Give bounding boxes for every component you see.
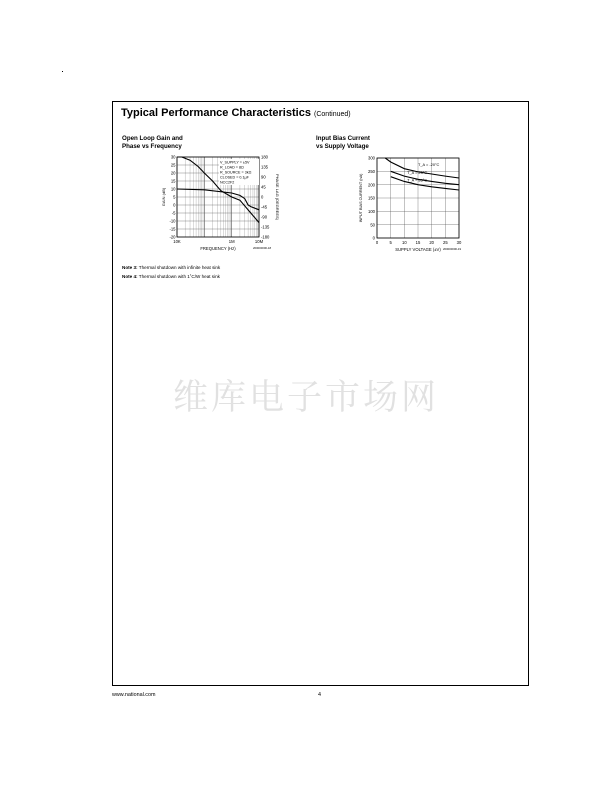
section-title <box>121 107 351 119</box>
note-3-text: Thermal shutdown with infinite heat sink <box>138 265 221 270</box>
y2-axis-label: PHASE LAG (DEGREES) <box>275 173 280 221</box>
figure-id: 200000000-19 <box>442 247 461 251</box>
y-axis-label: GAIN (dB) <box>161 187 166 207</box>
x-axis-label: FREQUENCY (Hz) <box>200 246 236 251</box>
y-tick-label: 100 <box>368 208 375 214</box>
y-tick-label: 15 <box>170 178 176 184</box>
y-tick-label: -10 <box>169 218 176 224</box>
y2-tick-label: -45 <box>261 204 268 210</box>
bias-current-chart-title-line2: vs Supply Voltage <box>316 142 369 150</box>
x-tick-label: 0 <box>375 240 379 245</box>
y-tick-label: 200 <box>368 182 375 188</box>
bias-current-chart <box>355 150 470 265</box>
y2-tick-label: -135 <box>261 224 270 230</box>
phase-curve <box>177 189 259 210</box>
gain-phase-chart <box>161 150 285 265</box>
y-tick-label: 300 <box>368 155 375 161</box>
x-tick-label: 5 <box>389 240 392 245</box>
section-title-text: Typical Performance Characteristics <box>121 107 311 119</box>
x-tick-label: 10K <box>173 239 181 244</box>
bias-current-curve <box>385 158 459 178</box>
series-label: T_A = 85°C <box>407 177 428 183</box>
note-4-text: Thermal shutdown with 1˚C/W heat sink <box>138 274 220 279</box>
x-tick-label: 20 <box>429 240 435 245</box>
x-tick-label: 15 <box>415 240 421 245</box>
condition-annotation: R_SOURCE = 3kΩ <box>220 170 252 175</box>
gain-phase-chart-title-line1: Open Loop Gain and <box>122 135 183 142</box>
y-tick-label: 250 <box>368 168 375 174</box>
condition-annotation: NCC2F2 <box>220 180 235 185</box>
stray-dot <box>62 71 63 72</box>
y-tick-label: -20 <box>169 234 176 240</box>
x-axis-label: SUPPLY VOLTAGE (±V) <box>395 247 441 252</box>
y-tick-label: 25 <box>170 162 176 168</box>
bias-current-chart-title <box>316 135 370 150</box>
gain-phase-chart-title <box>122 135 183 150</box>
x-tick-label: 25 <box>442 240 448 245</box>
y-tick-label: 5 <box>173 194 176 200</box>
y-tick-label: 20 <box>170 170 176 176</box>
y2-tick-label: 0 <box>261 194 264 200</box>
y2-tick-label: -90 <box>261 214 268 220</box>
y-tick-label: -15 <box>169 226 176 232</box>
condition-annotation: R_LOAD = 8Ω <box>220 165 244 170</box>
bias-current-chart-title-line1: Input Bias Current <box>316 135 370 142</box>
note-3 <box>122 265 220 270</box>
y-tick-label: 0 <box>173 202 176 208</box>
watermark: 维库电子市场网 <box>173 378 440 418</box>
footer-website: www.national.com <box>112 692 156 698</box>
page-number: 4 <box>318 692 321 698</box>
x-tick-label: 1M <box>228 239 235 244</box>
note-4 <box>122 274 220 279</box>
continued-label: (Continued) <box>314 111 351 118</box>
note-3-label: Note 3: <box>122 265 138 270</box>
y-tick-label: 150 <box>368 195 375 201</box>
y2-tick-label: 90 <box>261 174 266 180</box>
y-axis-label: INPUT BIAS CURRENT (nA) <box>359 173 363 223</box>
note-4-label: Note 4: <box>122 274 138 279</box>
x-tick-label: 30 <box>456 240 462 245</box>
condition-annotation: V_SUPPLY = ±5V <box>220 160 250 165</box>
y-tick-label: 30 <box>170 154 176 160</box>
y-tick-label: 10 <box>170 186 176 192</box>
gain-phase-chart-title-line2: Phase vs Frequency <box>122 142 182 150</box>
y2-tick-label: 45 <box>261 184 266 190</box>
y2-tick-label: 135 <box>261 164 268 170</box>
y2-tick-label: -180 <box>261 234 270 240</box>
y-tick-label: -5 <box>171 210 176 216</box>
x-tick-label: 10 <box>401 240 407 245</box>
series-label: T_A = 25°C <box>407 170 428 175</box>
condition-annotation: CLOSED = 0.1µF <box>220 175 249 180</box>
series-label: T_A = -20°C <box>418 162 440 167</box>
y-tick-label: 0 <box>372 235 375 241</box>
figure-id: 200000000-18 <box>252 246 271 250</box>
y-tick-label: 50 <box>370 222 375 228</box>
x-tick-label: 10M <box>254 239 264 244</box>
y2-tick-label: 180 <box>261 154 268 160</box>
